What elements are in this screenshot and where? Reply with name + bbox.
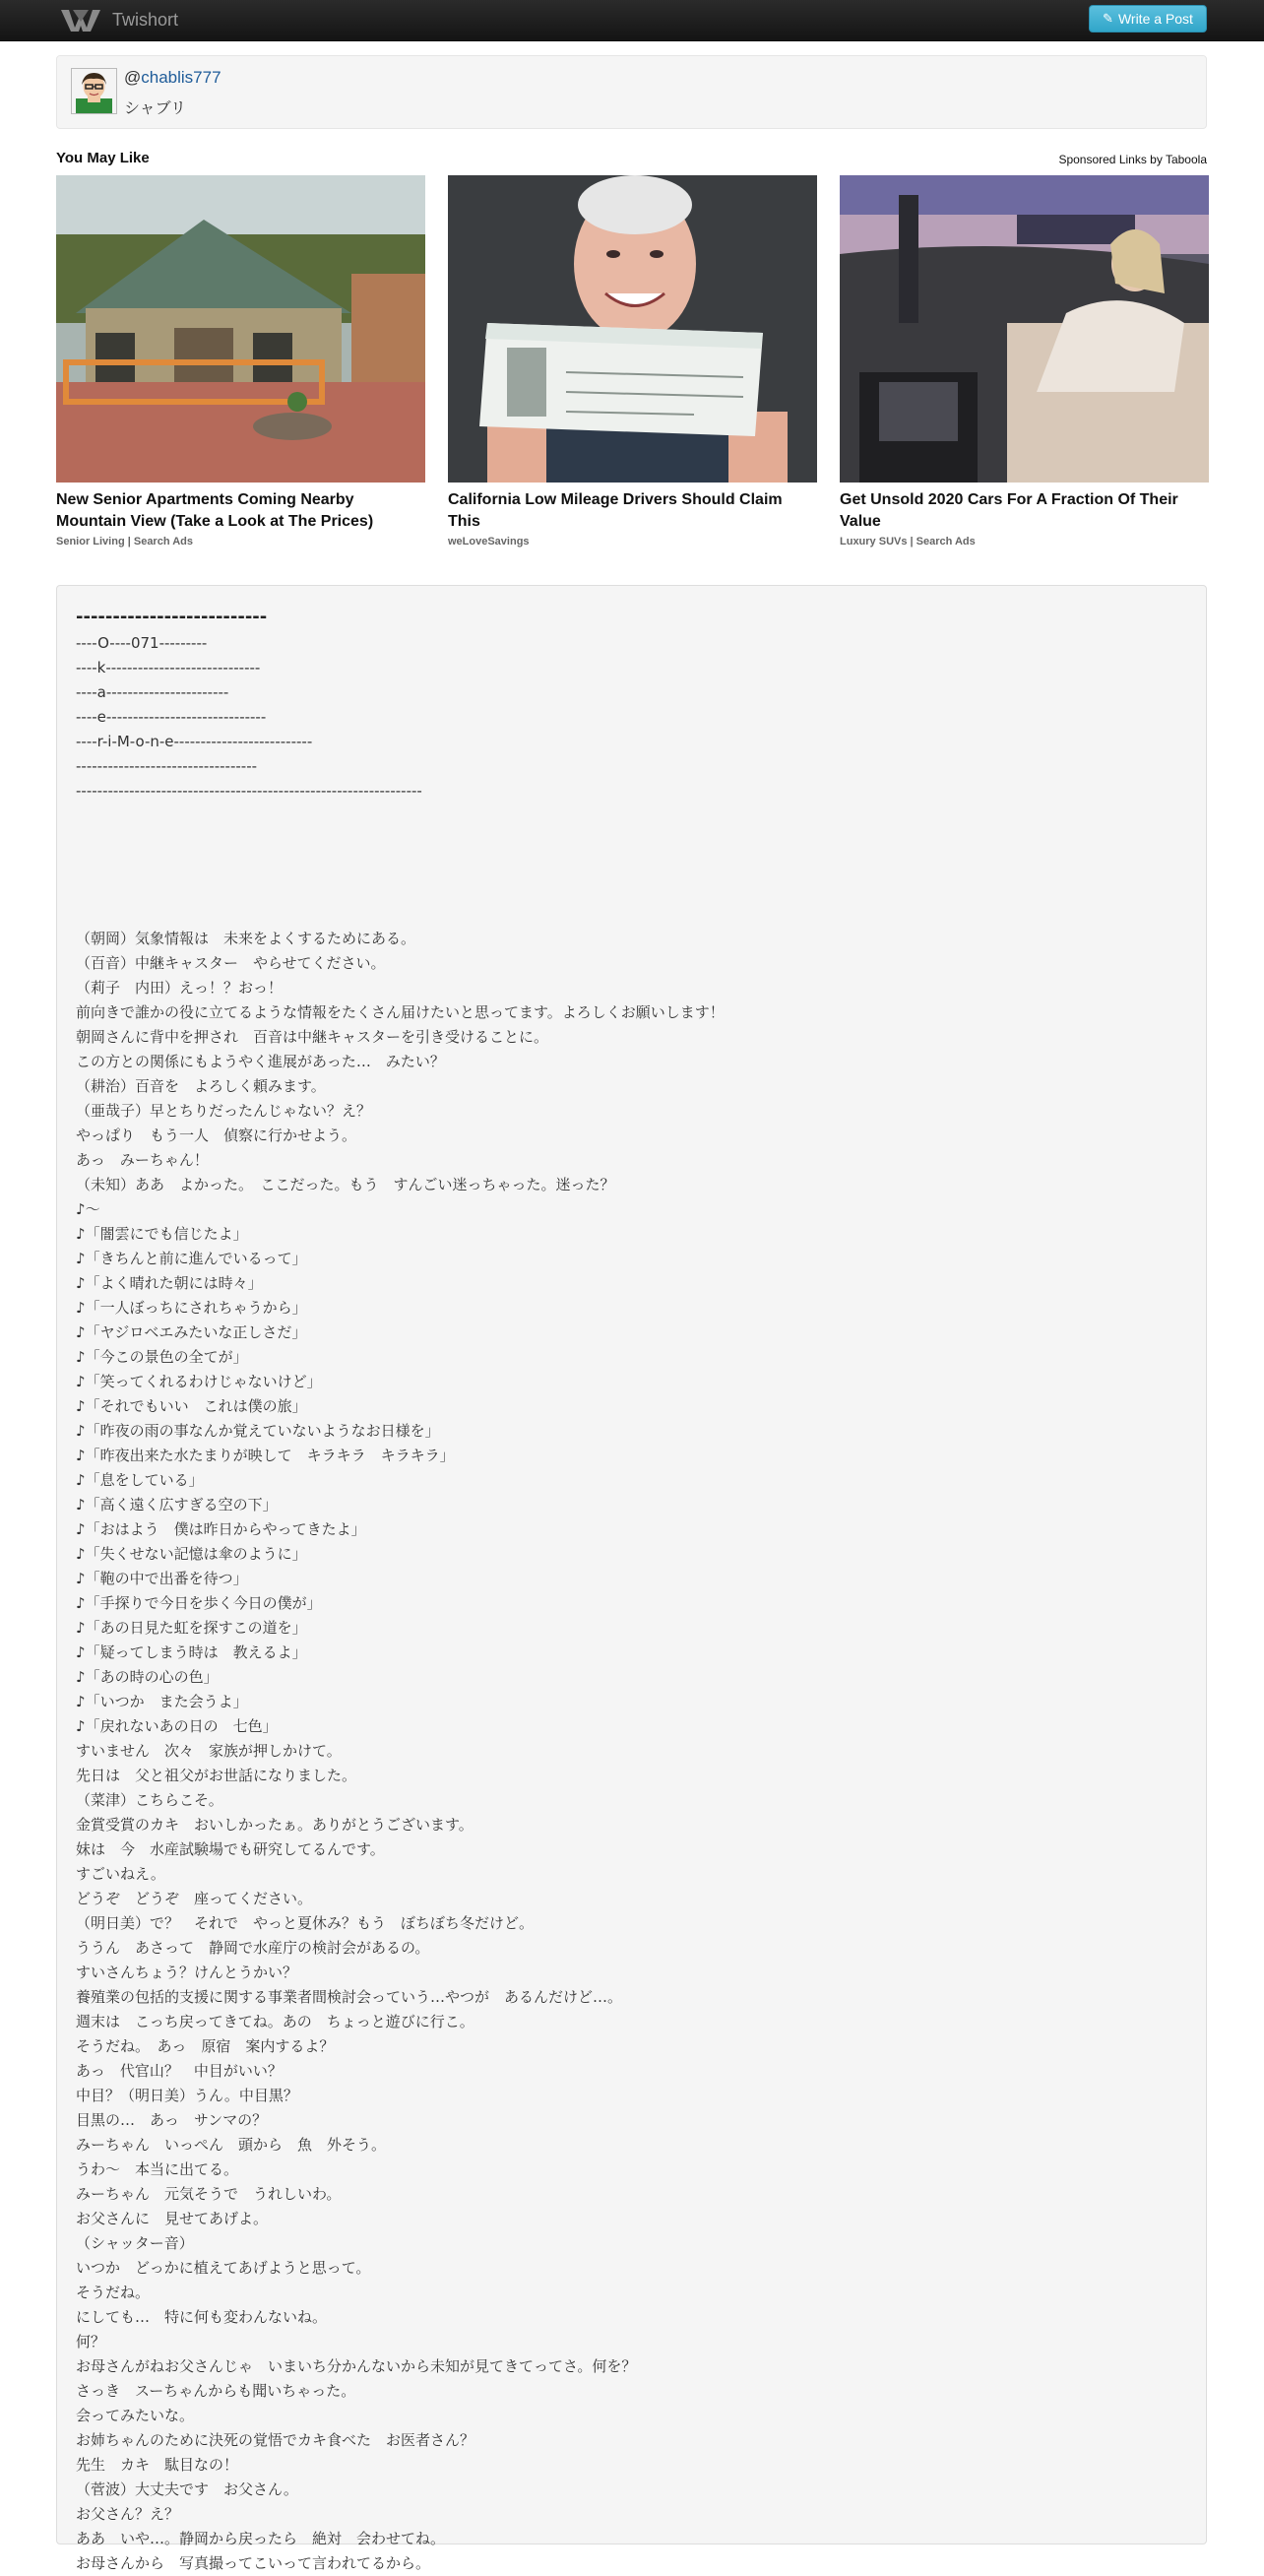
post-text-line: ----a----------------------- xyxy=(76,683,229,701)
author-handle[interactable] xyxy=(124,68,221,88)
ad-title[interactable] xyxy=(840,489,1209,533)
top-navbar xyxy=(0,0,1264,41)
post-text-line: ----r-i-M-o-n-e-------------------------- xyxy=(76,733,313,750)
write-post-label: Write a Post xyxy=(1117,11,1193,27)
post-text-line: どうぞ どうぞ 座ってください。 xyxy=(76,1890,313,1907)
post-text-line: （亜哉子）早とちりだったんじゃない？え？ xyxy=(76,1102,372,1120)
post-text-line: ♪「失くせない記憶は傘のように」 xyxy=(76,1545,307,1563)
post-text-line: この方との関係にもようやく進展があった… みたい？ xyxy=(76,1053,445,1070)
ad-title[interactable] xyxy=(56,489,425,533)
ad-title-line[interactable]: New Senior Apartments Coming Nearby xyxy=(56,491,354,508)
ad-card-1[interactable] xyxy=(56,175,425,547)
post-text-line: （シャッター音） xyxy=(76,2234,194,2252)
post-text-line: ♪「いつか また会うよ」 xyxy=(76,1693,248,1710)
ad-image-check[interactable] xyxy=(448,175,817,483)
post-text-line: ♪「よく晴れた朝には時々」 xyxy=(76,1274,263,1292)
post-text-line: すいません 次々 家族が押しかけて。 xyxy=(76,1742,342,1760)
post-text-line: ♪「高く遠く広すぎる空の下」 xyxy=(76,1496,278,1513)
post-heading: -------------------------- xyxy=(76,607,268,627)
post-text-line: 先日は 父と祖父がお世話になりました。 xyxy=(76,1767,357,1784)
post-text-line: ----e------------------------------ xyxy=(76,708,267,726)
post-text-line: ♪「おはよう 僕は昨日からやってきたよ」 xyxy=(76,1520,366,1538)
ad-card-2[interactable] xyxy=(448,175,817,547)
post-text-line: 金賞受賞のカキ おいしかったぁ。ありがとうございます。 xyxy=(76,1816,474,1834)
post-text-line: ♪「昨夜出来た水たまりが映して キラキラ キラキラ」 xyxy=(76,1447,455,1464)
post-text-line: ♪「戻れないあの日の 七色」 xyxy=(76,1717,278,1735)
post-header-block xyxy=(76,631,1178,804)
post-text-line: 妹は 今 水産試験場でも研究してるんです。 xyxy=(76,1840,385,1858)
ad-title-line[interactable]: Value xyxy=(840,513,881,530)
post-text-line: ----------------------------------------------------------------- xyxy=(76,782,422,800)
post-text-line: あっ 代官山？ 中目がいい？ xyxy=(76,2062,283,2080)
post-text-line: さっき スーちゃんからも聞いちゃった。 xyxy=(76,2382,356,2400)
post-text-line: ううん あさって 静岡で水産庁の検討会があるの。 xyxy=(76,1939,430,1957)
post-text-line: （朝岡）気象情報は 未来をよくするためにある。 xyxy=(76,930,416,947)
post-text-line: 中目？（明日美）うん。中目黒？ xyxy=(76,2087,298,2104)
post-text-line: ♪「あの日見た虹を探すこの道を」 xyxy=(76,1619,307,1637)
post-body xyxy=(56,585,1207,2572)
post-text-line: ♪「疑ってしまう時は 教えるよ」 xyxy=(76,1643,307,1661)
post-text-line: お姉ちゃんのために決死の覚悟でカキ食べた お医者さん？ xyxy=(76,2431,475,2449)
post-text-line: ♪「あの時の心の色」 xyxy=(76,1668,219,1686)
post-text-line: （未知）ああ よかった。 ここだった。もう すんごい迷っちゃった。迷った？ xyxy=(76,1176,615,1193)
avatar[interactable] xyxy=(71,68,117,114)
post-text-line: （菅波）大丈夫です お父さん。 xyxy=(76,2480,298,2498)
post-text-line: ♪「闇雲にでも信じたよ」 xyxy=(76,1225,248,1243)
spacer xyxy=(76,902,1178,927)
post-text-line: （莉子 内田）えっ！？おっ！ xyxy=(76,979,284,997)
post-text-line: ♪「昨夜の雨の事なんか覚えていないようなお日様を」 xyxy=(76,1422,440,1440)
handle-prefix: @ xyxy=(124,68,142,87)
post-text-line: ---------------------------------- xyxy=(76,757,258,775)
post-text-line: ----O----071--------- xyxy=(76,634,208,652)
spacer xyxy=(76,853,1178,877)
write-post-button[interactable] xyxy=(1089,5,1207,32)
post-text-line: ♪「鞄の中で出番を待つ」 xyxy=(76,1570,248,1587)
handle-link[interactable]: chablis777 xyxy=(141,68,221,87)
post-text-line: ♪～ xyxy=(76,1200,100,1218)
post-text-line: あっ みーちゃん！ xyxy=(76,1151,209,1169)
spacer xyxy=(76,828,1178,853)
author-display-name: シャブリ xyxy=(124,98,187,117)
post-text-line: にしても… 特に何も変わんないね。 xyxy=(76,2308,328,2326)
brand-link[interactable] xyxy=(59,0,178,40)
sponsored-links-label[interactable]: Sponsored Links by Taboola xyxy=(1058,153,1207,166)
ad-image-house[interactable] xyxy=(56,175,425,483)
twishort-logo-icon xyxy=(59,8,102,33)
author-card xyxy=(56,55,1207,129)
post-text-line: ♪「手探りで今日を歩く今日の僕が」 xyxy=(76,1594,322,1612)
post-text-line: ♪「ヤジロベエみたいな正しさだ」 xyxy=(76,1323,307,1341)
post-text-line: 目黒の… あっ サンマの？ xyxy=(76,2111,268,2129)
ad-title[interactable] xyxy=(448,489,817,533)
post-text-line: 養殖業の包括的支援に関する事業者間検討会っていう…やつが あるんだけど…。 xyxy=(76,1988,623,2006)
post-text-line: ああ いや…。静岡から戻ったら 絶対 会わせてね。 xyxy=(76,2530,446,2547)
post-text-line: ♪「笑ってくれるわけじゃないけど」 xyxy=(76,1373,322,1390)
post-text-line: ♪「それでもいい これは僕の旅」 xyxy=(76,1397,307,1415)
post-text-line: いつか どっかに植えてあげようと思って。 xyxy=(76,2259,371,2277)
spacer xyxy=(76,877,1178,902)
post-text-line: お母さんがねお父さんじゃ いまいち分かんないから未知が見てきてってさ。何を？ xyxy=(76,2357,637,2375)
ad-card-3[interactable] xyxy=(840,175,1209,547)
post-text-line: すごいねえ。 xyxy=(76,1865,165,1883)
post-text-line: ♪「息をしている」 xyxy=(76,1471,204,1489)
post-text-line: そうだね。 xyxy=(76,2284,151,2301)
ad-source: Senior Living | Search Ads xyxy=(56,536,193,547)
ad-title-line[interactable]: California Low Mileage Drivers Should Claim This xyxy=(448,491,783,530)
edit-icon: ✎ xyxy=(1103,11,1113,26)
spacer xyxy=(76,804,1178,828)
post-text-line: そうだね。 あっ 原宿 案内するよ？ xyxy=(76,2037,335,2055)
post-text-line: （明日美）で？ それで やっと夏休み？もう ぼちぼち冬だけど。 xyxy=(76,1914,535,1932)
post-text-line: お父さんに 見せてあげよ。 xyxy=(76,2210,269,2227)
ad-source: Luxury SUVs | Search Ads xyxy=(840,536,976,547)
post-text-line: （耕治）百音を よろしく頼みます。 xyxy=(76,1077,326,1095)
post-text-line: お母さんから 写真撮ってこいって言われてるから。 xyxy=(76,2554,431,2572)
post-text-line: お父さん？え？ xyxy=(76,2505,180,2523)
post-text-line: やっぱり もう一人 偵察に行かせよう。 xyxy=(76,1127,357,1144)
post-text-line: ----k----------------------------- xyxy=(76,659,261,676)
post-text-line: （百音）中継キャスター やらせてください。 xyxy=(76,954,386,972)
post-text-line: 朝岡さんに背中を押され 百音は中継キャスターを引き受けることに。 xyxy=(76,1028,549,1046)
post-text-line: 前向きで誰かの役に立てるような情報をたくさん届けたいと思ってます。よろしくお願いします！ xyxy=(76,1003,725,1021)
post-text-line: うわ～ 本当に出てる。 xyxy=(76,2160,239,2178)
post-text-line: みーちゃん いっぺん 頭から 魚 外そう。 xyxy=(76,2136,387,2154)
ad-title-line[interactable]: Get Unsold 2020 Cars For A Fraction Of Their xyxy=(840,491,1178,508)
post-text-block xyxy=(76,927,1178,2576)
post-text-line: 週末は こっち戻ってきてね。あの ちょっと遊びに行こ。 xyxy=(76,2013,474,2030)
post-text-line: みーちゃん 元気そうで うれしいわ。 xyxy=(76,2185,342,2203)
post-content xyxy=(76,604,1178,2576)
post-text-line: 先生 カキ 駄目なの！ xyxy=(76,2456,239,2474)
recommendations-heading: You May Like xyxy=(56,150,150,166)
ad-source: weLoveSavings xyxy=(448,536,530,547)
post-text-line: （菜津）こちらこそ。 xyxy=(76,1791,223,1809)
ad-title-line[interactable]: Mountain View (Take a Look at The Prices) xyxy=(56,513,374,530)
post-text-line: 何？ xyxy=(76,2333,106,2351)
post-text-line: ♪「今この景色の全てが」 xyxy=(76,1348,248,1366)
post-text-line: ♪「一人ぼっちにされちゃうから」 xyxy=(76,1299,307,1317)
post-text-line: すいさんちょう？けんとうかい？ xyxy=(76,1964,298,1981)
post-text-line: ♪「きちんと前に進んでいるって」 xyxy=(76,1250,307,1267)
post-text-line: 会ってみたいな。 xyxy=(76,2407,195,2424)
brand-name: Twishort xyxy=(112,10,179,30)
ad-image-car-interior[interactable] xyxy=(840,175,1209,483)
